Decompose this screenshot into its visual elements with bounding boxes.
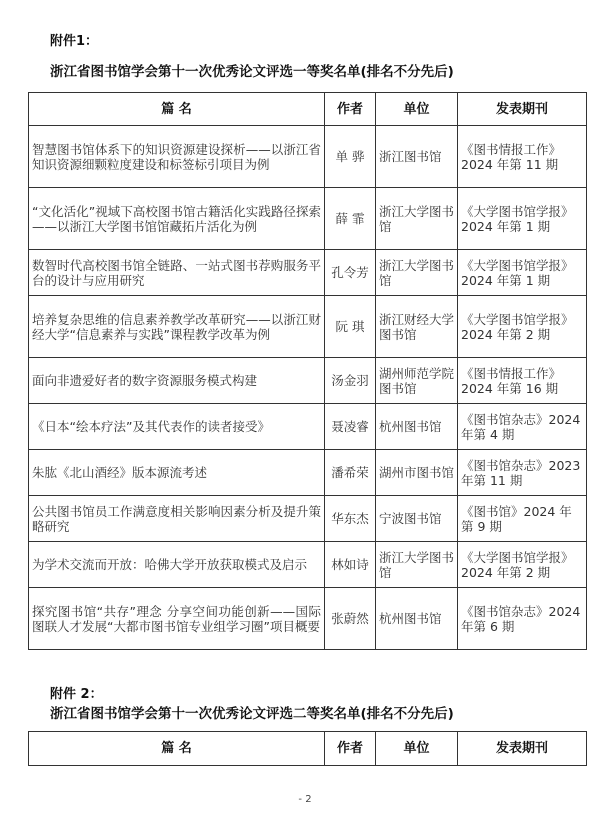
row-pub: 《大学图书馆学报》2024 年第 2 期 bbox=[458, 296, 587, 358]
row-author: 薛 霏 bbox=[325, 188, 376, 250]
row-author: 汤金羽 bbox=[325, 358, 376, 404]
row-unit: 湖州市图书馆 bbox=[376, 450, 458, 496]
table-row bbox=[29, 250, 587, 296]
row-unit: 杭州图书馆 bbox=[376, 404, 458, 450]
row-title: 智慧图书馆体系下的知识资源建设探析——以浙江省知识资源细颗粒度建设和标签标引项目为例 bbox=[29, 126, 325, 188]
row-title: 朱肱《北山酒经》版本源流考述 bbox=[29, 450, 325, 496]
row-pub: 《图书馆》2024 年第 9 期 bbox=[458, 496, 587, 542]
annex1-table bbox=[28, 92, 587, 650]
table-header-row bbox=[29, 93, 587, 126]
table-header-row bbox=[29, 732, 587, 766]
header-title: 篇 名 bbox=[29, 93, 325, 126]
row-author: 聂凌睿 bbox=[325, 404, 376, 450]
table-row bbox=[29, 404, 587, 450]
row-unit: 浙江大学图书馆 bbox=[376, 542, 458, 588]
row-title: 公共图书馆员工作满意度相关影响因素分析及提升策略研究 bbox=[29, 496, 325, 542]
row-title: 培养复杂思维的信息素养教学改革研究——以浙江财经大学“信息素养与实践”课程教学改革为例 bbox=[29, 296, 325, 358]
header-unit: 单位 bbox=[376, 93, 458, 126]
row-pub: 《图书馆杂志》2024 年第 6 期 bbox=[458, 588, 587, 650]
annex1-label: 附件1： bbox=[50, 34, 99, 49]
row-title: 《日本“绘本疗法”及其代表作的读者接受》 bbox=[29, 404, 325, 450]
row-title: 为学术交流而开放：哈佛大学开放获取模式及启示 bbox=[29, 542, 325, 588]
header-pub: 发表期刊 bbox=[458, 732, 587, 766]
row-pub: 《图书情报工作》2024 年第 16 期 bbox=[458, 358, 587, 404]
header-author: 作者 bbox=[325, 93, 376, 126]
row-author: 林如诗 bbox=[325, 542, 376, 588]
row-title: 面向非遗爱好者的数字资源服务模式构建 bbox=[29, 358, 325, 404]
row-pub: 《图书馆杂志》2023 年第 11 期 bbox=[458, 450, 587, 496]
row-title: 数智时代高校图书馆全链路、一站式图书荐购服务平台的设计与应用研究 bbox=[29, 250, 325, 296]
table-row bbox=[29, 126, 587, 188]
row-pub: 《大学图书馆学报》2024 年第 1 期 bbox=[458, 188, 587, 250]
row-unit: 杭州图书馆 bbox=[376, 588, 458, 650]
table-row bbox=[29, 450, 587, 496]
row-unit: 浙江财经大学图书馆 bbox=[376, 296, 458, 358]
annex2-label: 附件 2： bbox=[50, 687, 103, 702]
row-unit: 湖州师范学院图书馆 bbox=[376, 358, 458, 404]
table-row bbox=[29, 588, 587, 650]
row-pub: 《图书馆杂志》2024 年第 4 期 bbox=[458, 404, 587, 450]
row-author: 华东杰 bbox=[325, 496, 376, 542]
annex2-table bbox=[28, 731, 587, 766]
annex2-title: 浙江省图书馆学会第十一次优秀论文评选二等奖名单(排名不分先后) bbox=[50, 706, 454, 722]
annex1-table-body bbox=[29, 126, 587, 650]
row-title: “文化活化”视域下高校图书馆古籍活化实践路径探索——以浙江大学图书馆馆藏拓片活化为例 bbox=[29, 188, 325, 250]
row-author: 阮 琪 bbox=[325, 296, 376, 358]
row-unit: 宁波图书馆 bbox=[376, 496, 458, 542]
row-pub: 《大学图书馆学报》2024 年第 2 期 bbox=[458, 542, 587, 588]
row-unit: 浙江图书馆 bbox=[376, 126, 458, 188]
header-author: 作者 bbox=[325, 732, 376, 766]
header-title: 篇 名 bbox=[29, 732, 325, 766]
table-row bbox=[29, 296, 587, 358]
row-author: 张蔚然 bbox=[325, 588, 376, 650]
table-row bbox=[29, 188, 587, 250]
header-unit: 单位 bbox=[376, 732, 458, 766]
row-title: 探究图书馆“共存”理念 分享空间功能创新——国际图联人才发展“大都市图书馆专业组学习圈”项目概要 bbox=[29, 588, 325, 650]
table-row bbox=[29, 542, 587, 588]
row-pub: 《大学图书馆学报》2024 年第 1 期 bbox=[458, 250, 587, 296]
annex1-title: 浙江省图书馆学会第十一次优秀论文评选一等奖名单(排名不分先后) bbox=[50, 64, 454, 80]
page-number: - 2 bbox=[298, 794, 312, 805]
table-row bbox=[29, 358, 587, 404]
row-author: 单 骅 bbox=[325, 126, 376, 188]
row-author: 潘希荣 bbox=[325, 450, 376, 496]
row-pub: 《图书情报工作》2024 年第 11 期 bbox=[458, 126, 587, 188]
row-unit: 浙江大学图书馆 bbox=[376, 188, 458, 250]
table-row bbox=[29, 496, 587, 542]
row-author: 孔令芳 bbox=[325, 250, 376, 296]
row-unit: 浙江大学图书馆 bbox=[376, 250, 458, 296]
header-pub: 发表期刊 bbox=[458, 93, 587, 126]
